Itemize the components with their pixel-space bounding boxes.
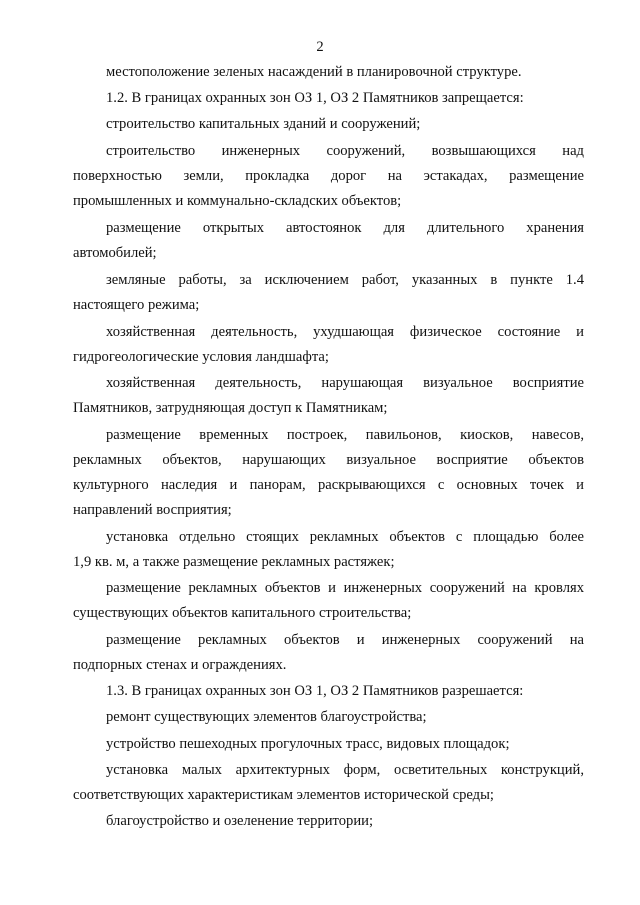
text-line: существующих объектов капитального строительства; bbox=[73, 605, 412, 621]
text-line: автомобилей; bbox=[73, 245, 157, 261]
text-line: ремонт существующих элементов благоустройства; bbox=[106, 709, 427, 725]
text-line: хозяйственная деятельность, нарушающая визуальное восприятие bbox=[106, 375, 584, 391]
text-line: соответствующих характеристикам элементов исторической среды; bbox=[73, 787, 494, 803]
text-line: поверхностью земли, прокладка дорог на эстакадах, размещение bbox=[73, 168, 584, 184]
text-line: Памятников, затрудняющая доступ к Памятникам; bbox=[73, 400, 388, 416]
text-line: размещение временных построек, павильонов, киосков, навесов, bbox=[106, 427, 584, 443]
text-line: рекламных объектов, нарушающих визуальное восприятие объектов bbox=[73, 452, 584, 468]
text-line: установка малых архитектурных форм, осветительных конструкций, bbox=[106, 762, 584, 778]
text-line: подпорных стенах и ограждениях. bbox=[73, 657, 287, 673]
page-number: 2 bbox=[316, 39, 324, 55]
text-line: настоящего режима; bbox=[73, 297, 200, 313]
text-line: размещение открытых автостоянок для длительного хранения bbox=[106, 220, 584, 236]
text-line: направлений восприятия; bbox=[73, 502, 232, 518]
text-line: гидрогеологические условия ландшафта; bbox=[73, 349, 329, 365]
text-line: культурного наследия и панорам, раскрывающихся с основных точек и bbox=[73, 477, 584, 493]
text-line: размещение рекламных объектов и инженерных сооружений на кровлях bbox=[106, 580, 584, 596]
section-heading-1-3: 1.3. В границах охранных зон ОЗ 1, ОЗ 2 Памятников разрешается: bbox=[106, 683, 524, 699]
text-line: благоустройство и озеленение территории; bbox=[106, 813, 374, 829]
section-heading-1-2: 1.2. В границах охранных зон ОЗ 1, ОЗ 2 Памятников запрещается: bbox=[106, 90, 524, 106]
text-line: промышленных и коммунально-складских объектов; bbox=[73, 193, 402, 209]
text-line: 1,9 кв. м, а также размещение рекламных растяжек; bbox=[73, 554, 395, 570]
text-line: установка отдельно стоящих рекламных объектов с площадью более bbox=[106, 529, 584, 545]
text-line: устройство пешеходных прогулочных трасс, видовых площадок; bbox=[106, 736, 510, 752]
text-line: местоположение зеленых насаждений в планировочной структуре. bbox=[106, 64, 522, 80]
text-line: хозяйственная деятельность, ухудшающая физическое состояние и bbox=[106, 324, 584, 340]
text-line: строительство капитальных зданий и сооружений; bbox=[106, 116, 421, 132]
text-line: земляные работы, за исключением работ, указанных в пункте 1.4 bbox=[106, 272, 584, 288]
text-line: строительство инженерных сооружений, возвышающихся над bbox=[106, 143, 584, 159]
text-line: размещение рекламных объектов и инженерных сооружений на bbox=[106, 632, 584, 648]
